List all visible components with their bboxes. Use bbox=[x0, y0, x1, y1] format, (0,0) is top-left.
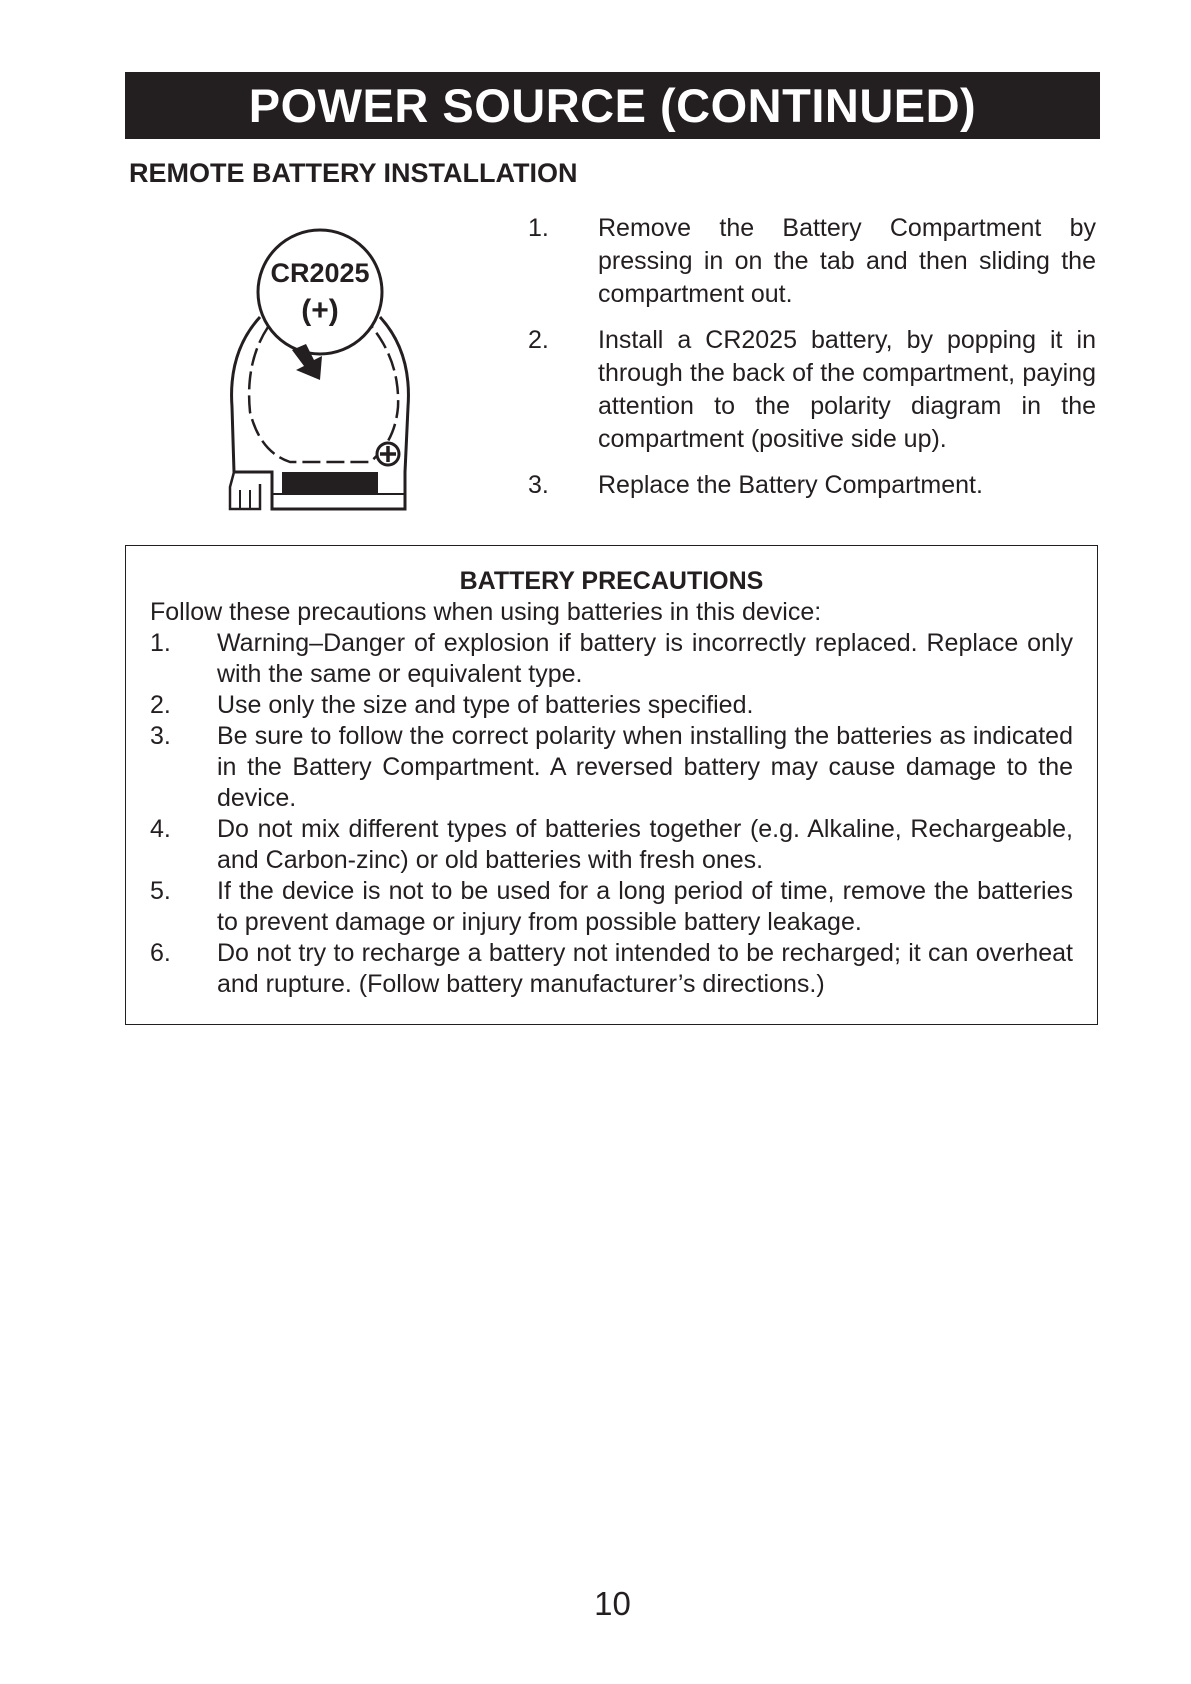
item-text: Warning–Danger of explosion if battery is incorrectly replaced. Replace only with the same or equivalent type. bbox=[217, 629, 1073, 688]
list-item bbox=[150, 628, 1073, 690]
step-number: 1. bbox=[528, 214, 549, 242]
installation-steps bbox=[528, 212, 1096, 515]
step-text: Install a CR2025 battery, by popping it in through the back of the compartment, paying attention to the polarity diagram in the compartment (positive side up). bbox=[598, 326, 1096, 453]
step-text: Remove the Battery Compartment by pressing in on the tab and then sliding the compartment out. bbox=[598, 214, 1096, 308]
battery-polarity-label: (+) bbox=[301, 294, 339, 327]
battery-model-label: CR2025 bbox=[270, 258, 370, 288]
battery-compartment-diagram bbox=[220, 222, 420, 512]
battery-precautions-box bbox=[125, 545, 1098, 1025]
item-text: Use only the size and type of batteries specified. bbox=[217, 691, 754, 719]
item-number: 6. bbox=[150, 939, 171, 967]
list-item bbox=[528, 212, 1096, 311]
page-title: POWER SOURCE (CONTINUED) bbox=[125, 72, 1100, 139]
item-text: If the device is not to be used for a long period of time, remove the batteries to prevent damage or injury from possible battery leakage. bbox=[217, 877, 1073, 936]
step-number: 2. bbox=[528, 326, 549, 354]
item-number: 3. bbox=[150, 722, 171, 750]
item-number: 2. bbox=[150, 691, 171, 719]
precautions-intro: Follow these precautions when using batteries in this device: bbox=[150, 598, 822, 626]
list-item bbox=[150, 814, 1073, 876]
item-number: 1. bbox=[150, 629, 171, 657]
section-heading: REMOTE BATTERY INSTALLATION bbox=[129, 158, 578, 188]
item-text: Do not mix different types of batteries together (e.g. Alkaline, Rechargeable, and Carbon-zinc) or old batteries with fresh ones. bbox=[217, 815, 1073, 874]
precautions-title: BATTERY PRECAUTIONS bbox=[459, 567, 764, 595]
item-number: 4. bbox=[150, 815, 171, 843]
list-item bbox=[528, 324, 1096, 456]
list-item bbox=[528, 469, 1096, 502]
step-text: Replace the Battery Compartment. bbox=[598, 471, 983, 499]
battery-compartment-illustration bbox=[220, 222, 420, 512]
item-text: Be sure to follow the correct polarity when installing the batteries as indicated in the Battery Compartment. A reversed battery may cause damage to the device. bbox=[217, 722, 1073, 812]
list-item bbox=[150, 721, 1073, 814]
step-number: 3. bbox=[528, 471, 549, 499]
item-number: 5. bbox=[150, 877, 171, 905]
list-item bbox=[150, 690, 1073, 721]
list-item bbox=[150, 876, 1073, 938]
list-item bbox=[150, 938, 1073, 1000]
page-number: 10 bbox=[594, 1585, 631, 1622]
item-text: Do not try to recharge a battery not intended to be recharged; it can overheat and rupture. (Follow battery manufacturer’s directions.) bbox=[217, 939, 1073, 998]
